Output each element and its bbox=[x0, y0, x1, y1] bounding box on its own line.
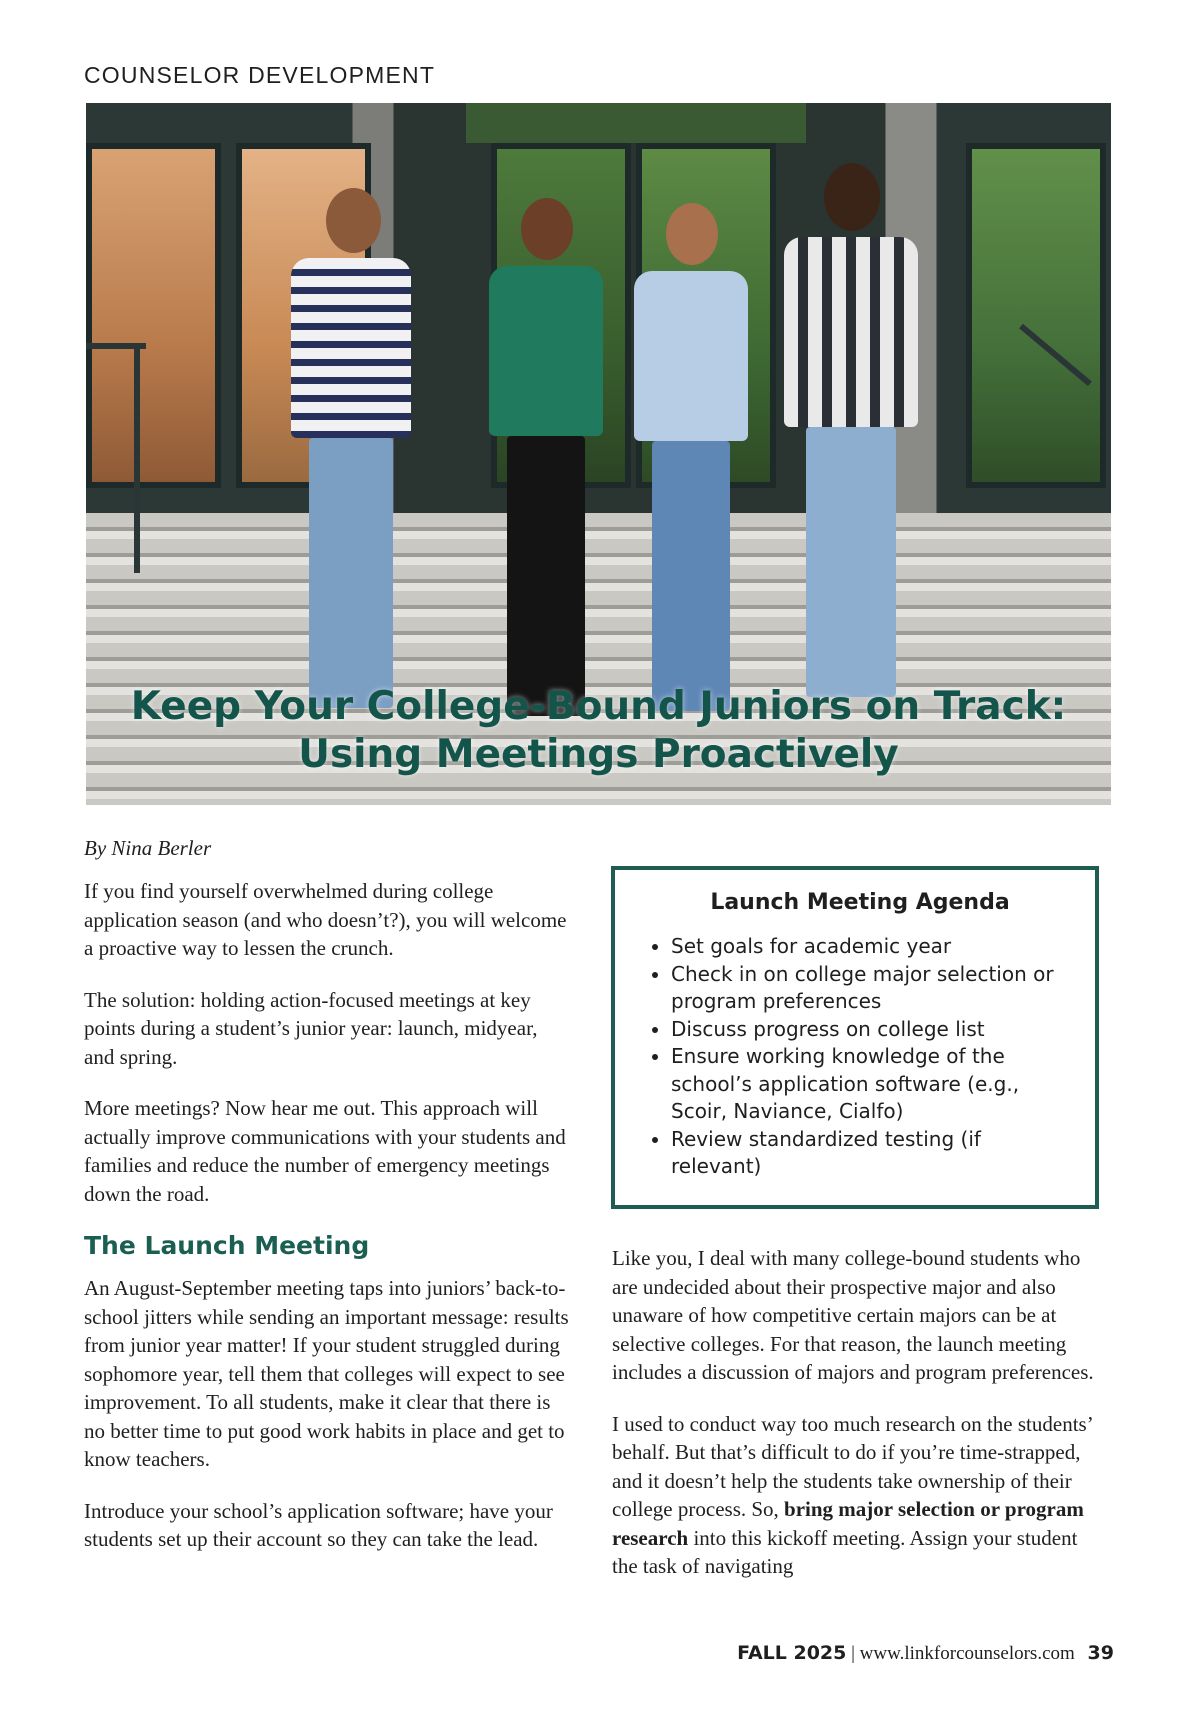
agenda-item: • Ensure working knowledge of the school’s application software (e.g., Scoir, Naviance, Cialfo) bbox=[671, 1043, 1071, 1126]
issue-label: FALL 2025 bbox=[737, 1642, 847, 1664]
page-number: 39 bbox=[1087, 1642, 1114, 1664]
text-run: into this kickoff meeting. Assign your student the task of navigating bbox=[612, 1525, 1078, 1578]
handrail bbox=[134, 343, 140, 573]
article-title bbox=[86, 683, 1111, 779]
paragraph: More meetings? Now hear me out. This approach will actually improve communications with your students and families and reduce the number of emergency meetings down the road. bbox=[84, 1096, 566, 1206]
page-footer bbox=[737, 1642, 1114, 1665]
paragraph: Like you, I deal with many college-bound students who are undecided about their prospective major and also unaware of how competitive certain majors can be at selective colleges. For that reason, the launch meeting includes a discussion of majors and program preferences. bbox=[612, 1246, 1094, 1384]
title-line-2: Using Meetings Proactively bbox=[298, 732, 899, 777]
agenda-list bbox=[649, 933, 1071, 1181]
footer-separator: | bbox=[851, 1643, 855, 1664]
paragraph: An August-September meeting taps into juniors’ back-to-school jitters while sending an important message: results from junior year matter! If your student struggled during sophomore year, tell them that colleges will expect to see improvement. To all students, make it clear that there is no better time to put good work habits in place and get to know teachers. bbox=[84, 1276, 569, 1471]
agenda-item: • Set goals for academic year bbox=[671, 933, 1071, 961]
right-column bbox=[612, 1244, 1107, 1604]
agenda-item: • Discuss progress on college list bbox=[671, 1016, 1071, 1044]
agenda-item: • Review standardized testing (if relevant) bbox=[671, 1126, 1071, 1181]
student-figure bbox=[776, 163, 926, 763]
byline: By Nina Berler bbox=[84, 836, 212, 860]
text-run: I used to conduct way too much research on the students’ behalf. But that’s difficult to do if you’re time-strapped, and it doesn’t help the students take ownership of their college process. So, bbox=[612, 1411, 1093, 1521]
left-column bbox=[84, 877, 569, 1577]
paragraph: If you find yourself overwhelmed during college application season (and who doesn’t?), you will welcome a proactive way to lessen the crunch. bbox=[84, 879, 567, 960]
glass-door bbox=[86, 143, 221, 488]
glass-door bbox=[966, 143, 1106, 488]
paragraph bbox=[612, 1410, 1107, 1581]
sidebar-title: Launch Meeting Agenda bbox=[710, 890, 1010, 915]
section-label: COUNSELOR DEVELOPMENT bbox=[84, 62, 436, 88]
hero-photo bbox=[86, 103, 1111, 805]
title-line-1: Keep Your College-Bound Juniors on Track: bbox=[130, 684, 1067, 729]
student-figure bbox=[626, 203, 756, 763]
agenda-sidebar bbox=[611, 866, 1099, 1209]
paragraph: Introduce your school’s application software; have your students set up their account so they can take the lead. bbox=[84, 1498, 553, 1551]
bold-text: bring major selection or program research bbox=[612, 1497, 1084, 1550]
student-figure bbox=[281, 188, 421, 768]
trees-background bbox=[466, 103, 806, 143]
section-heading: The Launch Meeting bbox=[84, 1231, 370, 1260]
paragraph: The solution: holding action-focused meetings at key points during a student’s junior year: launch, midyear, and spring. bbox=[84, 987, 538, 1069]
footer-url: www.linkforcounselors.com bbox=[859, 1643, 1075, 1664]
agenda-item: • Check in on college major selection or program preferences bbox=[671, 961, 1071, 1016]
